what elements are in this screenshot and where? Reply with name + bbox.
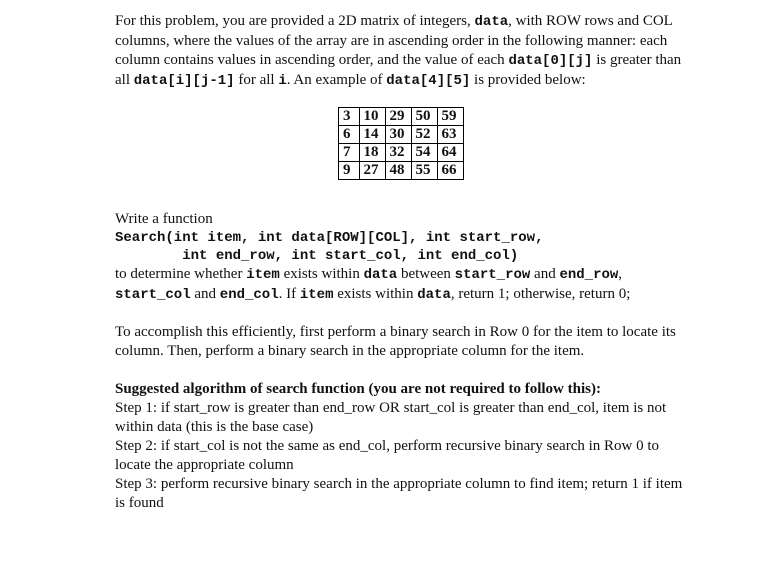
text: exists within bbox=[333, 286, 418, 302]
algorithm-heading: Suggested algorithm of search function (you are not required to follow this): bbox=[115, 381, 601, 397]
matrix-cell: 29 bbox=[385, 108, 411, 126]
intro-text: for all bbox=[234, 72, 279, 88]
matrix-body bbox=[339, 108, 464, 180]
text: to determine whether bbox=[115, 266, 247, 282]
matrix-row bbox=[339, 126, 464, 144]
function-signature-line-2: int end_row, int start_col, int end_col) bbox=[115, 248, 519, 264]
code-start-col: start_col bbox=[115, 287, 191, 303]
intro-text: . An example of bbox=[286, 72, 387, 88]
text: , bbox=[618, 266, 623, 282]
function-lead: Write a function bbox=[115, 211, 213, 227]
matrix-cell: 48 bbox=[385, 162, 411, 180]
code-data-i-j-minus-1: data[i][j-1] bbox=[133, 73, 235, 89]
matrix-cell: 64 bbox=[437, 144, 463, 162]
text: and bbox=[190, 286, 220, 302]
matrix-cell: 32 bbox=[385, 144, 411, 162]
text: , return 1; otherwise, return 0; bbox=[450, 286, 631, 302]
text: . If bbox=[278, 286, 300, 302]
matrix-cell: 6 bbox=[339, 126, 360, 144]
text: between bbox=[397, 266, 455, 282]
matrix-cell: 27 bbox=[359, 162, 385, 180]
code-start-row: start_row bbox=[454, 267, 531, 283]
code-i: i bbox=[278, 73, 287, 89]
matrix-cell: 9 bbox=[339, 162, 360, 180]
function-signature-line-1: Search(int item, int data[ROW][COL], int start_row, bbox=[115, 230, 544, 246]
document-page bbox=[115, 12, 690, 513]
matrix-row bbox=[339, 144, 464, 162]
matrix-cell: 59 bbox=[437, 108, 463, 126]
text: exists within bbox=[279, 266, 364, 282]
matrix-cell: 54 bbox=[411, 144, 437, 162]
intro-text: For this problem, you are provided a 2D matrix of integers, bbox=[115, 13, 475, 29]
intro-paragraph bbox=[115, 12, 690, 91]
intro-text: , with ROW rows and COL columns, where the values of the array are in ascending order in the following manner: each column contains values in ascending order, and the value of each bbox=[115, 13, 673, 68]
text: and bbox=[530, 266, 560, 282]
code-data-0-j: data[0][j] bbox=[508, 53, 593, 69]
matrix-cell: 18 bbox=[359, 144, 385, 162]
matrix-row bbox=[339, 162, 464, 180]
code-end-row: end_row bbox=[559, 267, 619, 283]
code-item: item bbox=[299, 287, 334, 303]
efficiency-paragraph: To accomplish this efficiently, first perform a binary search in Row 0 for the item to locate its column. Then, perform a binary search in the appropriate column for the item. bbox=[115, 324, 676, 359]
code-data: data bbox=[474, 14, 509, 30]
algorithm-step-3: Step 3: perform recursive binary search in the appropriate column to find item; return 1 if item is found bbox=[115, 476, 683, 511]
matrix-cell: 66 bbox=[437, 162, 463, 180]
matrix-row bbox=[339, 108, 464, 126]
intro-text: is provided below: bbox=[470, 72, 586, 88]
matrix-cell: 30 bbox=[385, 126, 411, 144]
function-description bbox=[115, 210, 690, 305]
matrix-cell: 14 bbox=[359, 126, 385, 144]
intro-text: is greater than all bbox=[115, 52, 682, 88]
code-data: data bbox=[417, 287, 451, 303]
matrix-cell: 63 bbox=[437, 126, 463, 144]
matrix-cell: 52 bbox=[411, 126, 437, 144]
algorithm-step-1: Step 1: if start_row is greater than end_row OR start_col is greater than end_col, item is not within data (this is the base case) bbox=[115, 400, 667, 435]
code-data-4-5: data[4][5] bbox=[386, 73, 471, 89]
example-matrix-table bbox=[338, 107, 464, 180]
algorithm-step-2: Step 2: if start_col is not the same as end_col, perform recursive binary search in Row 0 to locate the appropriate column bbox=[115, 438, 660, 473]
matrix-cell: 10 bbox=[359, 108, 385, 126]
function-behavior bbox=[115, 265, 690, 305]
matrix-cell: 50 bbox=[411, 108, 437, 126]
matrix-cell: 3 bbox=[339, 108, 360, 126]
matrix-cell: 7 bbox=[339, 144, 360, 162]
matrix-cell: 55 bbox=[411, 162, 437, 180]
code-item: item bbox=[246, 267, 280, 283]
algorithm-section bbox=[115, 380, 690, 513]
code-end-col: end_col bbox=[219, 287, 279, 303]
code-data: data bbox=[363, 267, 398, 283]
